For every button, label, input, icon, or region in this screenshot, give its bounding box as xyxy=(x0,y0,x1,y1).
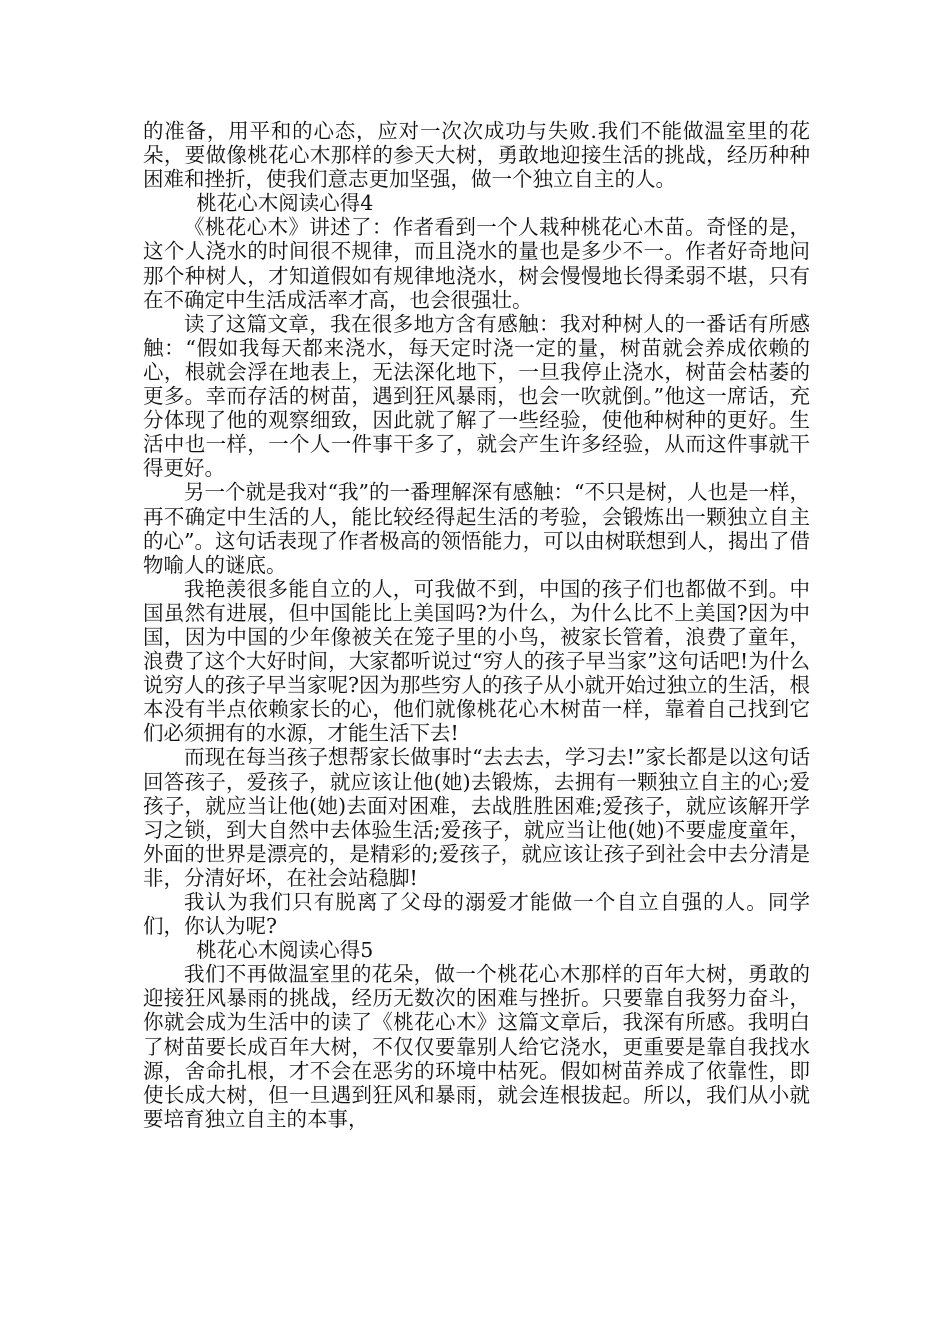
opening-paragraph: 的准备，用平和的心态，应对一次次成功与失败.我们不能做温室里的花朵，要做像桃花心木那样的参天大树，勇敢地迎接生活的挑战，经历种种困难和挫折，使我们意志更加坚强，做一个独立自主的人。 xyxy=(143,119,810,192)
paragraph: 我认为我们只有脱离了父母的溺爱才能做一个自立自强的人。同学们，你认为呢? xyxy=(143,890,810,939)
paragraph: 读了这篇文章，我在很多地方含有感触：我对种树人的一番话有所感触：“假如我每天都来浇水，每天定时浇一定的量，树苗就会养成依赖的心，根就会浮在地表上，无法深化地下，一旦我停止浇水，树苗会枯萎的更多。幸而存活的树苗，遇到狂风暴雨，也会一吹就倒。”他这一席话，充分体现了他的观察细致，因此就了解了一些经验，使他种树种的更好。生活中也一样，一个人一件事干多了，就会产生许多经验，从而这件事就干得更好。 xyxy=(143,311,810,481)
section-4-heading: 桃花心木阅读心得4 xyxy=(196,191,374,216)
paragraph: 《桃花心木》讲述了：作者看到一个人栽种桃花心木苗。奇怪的是，这个人浇水的时间很不规律，而且浇水的量也是多少不一。作者好奇地问那个种树人，才知道假如有规律地浇水，树会慢慢地长得柔弱不堪，只有在不确定中生活成活率才高，也会很强壮。 xyxy=(143,215,810,312)
section-5-heading: 桃花心木阅读心得5 xyxy=(196,938,374,963)
paragraph: 我艳羡很多能自立的人，可我做不到，中国的孩子们也都做不到。中国虽然有进展，但中国能比上美国吗?为什么，为什么比不上美国?因为中国，因为中国的少年像被关在笼子里的小鸟，被家长管着，浪费了童年，浪费了这个大好时间，大家都听说过“穷人的孩子早当家”这句话吧!为什么说穷人的孩子早当家呢?因为那些穷人的孩子从小就开始过独立的生活，根本没有半点依赖家长的心，他们就像桃花心木树苗一样，靠着自己找到它们必须拥有的水源，才能生活下去! xyxy=(143,576,810,746)
document-page xyxy=(143,119,810,1131)
paragraph: 我们不再做温室里的花朵，做一个桃花心木那样的百年大树，勇敢的迎接狂风暴雨的挑战，经历无数次的困难与挫折。只要靠自我努力奋斗，你就会成为生活中的读了《桃花心木》这篇文章后，我深有所感。我明白了树苗要长成百年大树，不仅仅要靠别人给它浇水，更重要是靠自我找水源，舍命扎根，才不会在恶劣的环境中枯死。假如树苗养成了依靠性，即使长成大树，但一旦遇到狂风和暴雨，就会连根拔起。所以，我们从小就要培育独立自主的本事， xyxy=(143,962,810,1131)
paragraph: 另一个就是我对“我”的一番理解深有感触：“不只是树，人也是一样，再不确定中生活的人，能比较经得起生活的考验，会锻炼出一颗独立自主的心”。这句话表现了作者极高的领悟能力，可以由树联想到人，揭出了借物喻人的谜底。 xyxy=(143,480,810,577)
paragraph: 而现在每当孩子想帮家长做事时“去去去，学习去!”家长都是以这句话回答孩子，爱孩子，就应该让他(她)去锻炼，去拥有一颗独立自主的心;爱孩子，就应当让他(她)去面对困难，去战胜胜困难;爱孩子，就应该解开学习之锁，到大自然中去体验生活;爱孩子，就应当让他(她)不要虚度童年，外面的世界是漂亮的，是精彩的;爱孩子，就应该让孩子到社会中去分清是非，分清好坏，在社会站稳脚! xyxy=(143,745,810,890)
